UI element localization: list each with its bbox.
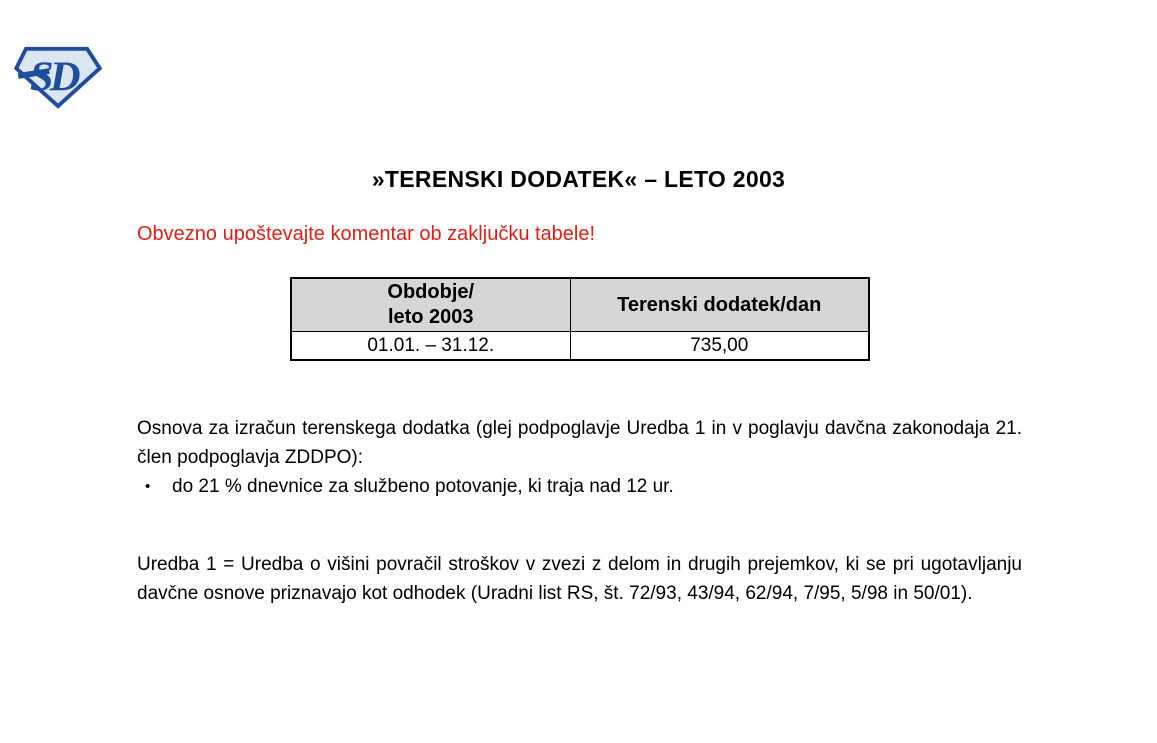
paragraph-osnova: Osnova za izračun terenskega dodatka (glej podpoglavje Uredba 1 in v poglavju davčna zakonodaja 21. člen podpoglavja ZDDPO): bbox=[137, 418, 1022, 468]
paragraph-uredba: Uredba 1 = Uredba o višini povračil stroškov v zvezi z delom in drugih prejemkov, ki se pri ugotavljanju davčne osnove priznavajo kot odhodek (Uradni list RS, št. 72/93, 43/94, 62/94, 7/95, 5/98 in 50/01). bbox=[137, 554, 1022, 604]
header-period-line2: leto 2003 bbox=[387, 306, 474, 328]
table-header-row bbox=[291, 278, 869, 332]
cell-amount: 735,00 bbox=[570, 332, 869, 361]
page-title: »TERENSKI DODATEK« – LETO 2003 bbox=[371, 166, 786, 192]
body-content bbox=[137, 414, 1022, 608]
header-cell-period bbox=[291, 278, 570, 332]
warning-text: Obvezno upoštevajte komentar ob zaključku tabele! bbox=[137, 223, 596, 245]
allowance-table bbox=[290, 277, 870, 361]
cell-period: 01.01. – 31.12. bbox=[291, 332, 570, 361]
header-period-line1: Obdobje/ bbox=[387, 281, 475, 303]
table-row bbox=[291, 332, 869, 361]
logo-letters: SD bbox=[29, 53, 77, 101]
header-cell-allowance: Terenski dodatek/dan bbox=[570, 278, 869, 332]
bullet-icon: • bbox=[145, 478, 151, 495]
bullet-text: do 21 % dnevnice za službeno potovanje, ki traja nad 12 ur. bbox=[172, 476, 674, 497]
sd-diamond-logo-icon bbox=[14, 44, 102, 110]
bullet-item bbox=[137, 472, 1022, 501]
